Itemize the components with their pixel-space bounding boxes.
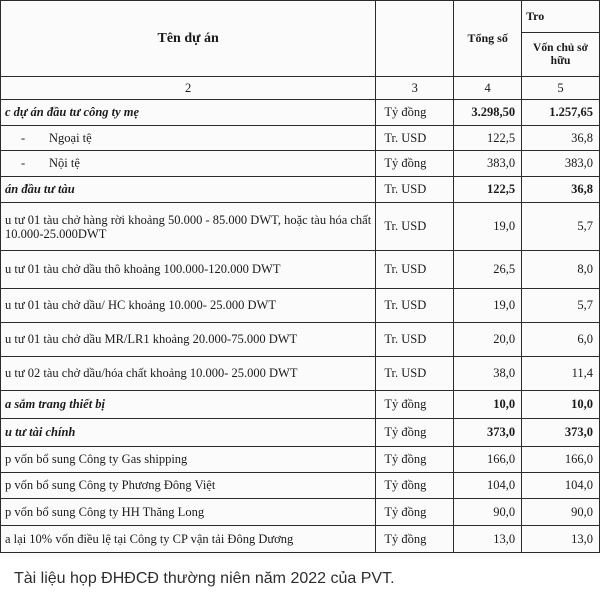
unit-cell: Tỷ đồng	[376, 151, 454, 177]
project-name-cell: u tư tài chính	[1, 419, 376, 447]
total-cell: 20,0	[454, 323, 522, 357]
table-row	[1, 473, 600, 499]
index-row	[1, 77, 600, 100]
total-cell: 19,0	[454, 203, 522, 251]
total-cell: 26,5	[454, 251, 522, 289]
project-name-text: Nội tệ	[49, 156, 80, 170]
project-name-cell: p vốn bổ sung Công ty Gas shipping	[1, 447, 376, 473]
table-row	[1, 391, 600, 419]
equity-cell: 8,0	[522, 251, 600, 289]
equity-cell: 36,8	[522, 177, 600, 203]
project-name-cell: án đầu tư tàu	[1, 177, 376, 203]
table-row	[1, 323, 600, 357]
image-caption: Tài liệu họp ĐHĐCĐ thường niên năm 2022 của PVT.	[0, 558, 600, 600]
unit-cell: Tỷ đồng	[376, 473, 454, 499]
project-name-cell: a sắm trang thiết bị	[1, 391, 376, 419]
unit-cell: Tr. USD	[376, 357, 454, 391]
total-cell: 19,0	[454, 289, 522, 323]
equity-cell: 6,0	[522, 323, 600, 357]
table-row	[1, 203, 600, 251]
table-row	[1, 419, 600, 447]
project-name-cell: u tư 01 tàu chở dầu thô khoảng 100.000-120.000 DWT	[1, 251, 376, 289]
header-total: Tổng số	[454, 1, 522, 77]
header-equity: Vốn chủ sở hữu	[522, 33, 600, 77]
equity-cell: 383,0	[522, 151, 600, 177]
equity-cell: 90,0	[522, 499, 600, 526]
table-row	[1, 177, 600, 203]
total-cell: 38,0	[454, 357, 522, 391]
unit-cell: Tỷ đồng	[376, 419, 454, 447]
project-name-cell: p vốn bổ sung Công ty Phương Đông Việt	[1, 473, 376, 499]
table-row	[1, 526, 600, 553]
equity-cell: 36,8	[522, 126, 600, 151]
project-name-cell: a lại 10% vốn điều lệ tại Công ty CP vận tải Đông Dương	[1, 526, 376, 553]
equity-cell: 166,0	[522, 447, 600, 473]
unit-cell: Tr. USD	[376, 126, 454, 151]
unit-cell: Tỷ đồng	[376, 526, 454, 553]
header-unit	[376, 1, 454, 77]
project-name-cell	[1, 126, 376, 151]
total-cell: 166,0	[454, 447, 522, 473]
total-cell: 373,0	[454, 419, 522, 447]
table-row	[1, 447, 600, 473]
equity-cell: 104,0	[522, 473, 600, 499]
equity-cell: 13,0	[522, 526, 600, 553]
total-cell: 13,0	[454, 526, 522, 553]
total-cell: 90,0	[454, 499, 522, 526]
equity-cell: 11,4	[522, 357, 600, 391]
total-cell: 104,0	[454, 473, 522, 499]
project-name-cell: u tư 01 tàu chở dầu/ HC khoảng 10.000- 25.000 DWT	[1, 289, 376, 323]
table-row	[1, 151, 600, 177]
table-row	[1, 357, 600, 391]
unit-cell: Tr. USD	[376, 289, 454, 323]
equity-cell: 373,0	[522, 419, 600, 447]
unit-cell: Tr. USD	[376, 203, 454, 251]
project-name-cell: u tư 01 tàu chở hàng rời khoảng 50.000 - 85.000 DWT, hoặc tàu hóa chất 10.000-25.000DWT	[1, 203, 376, 251]
equity-cell: 10,0	[522, 391, 600, 419]
header-row-top	[1, 1, 600, 33]
unit-cell: Tỷ đồng	[376, 100, 454, 126]
equity-cell: 1.257,65	[522, 100, 600, 126]
index-cell: 3	[376, 77, 454, 100]
unit-cell: Tr. USD	[376, 323, 454, 357]
index-cell: 2	[1, 77, 376, 100]
unit-cell: Tr. USD	[376, 251, 454, 289]
total-cell: 3.298,50	[454, 100, 522, 126]
table-row	[1, 251, 600, 289]
header-project-name: Tên dự án	[1, 1, 376, 77]
project-name-text: Ngoại tệ	[49, 130, 92, 145]
project-name-cell: c dự án đầu tư công ty mẹ	[1, 100, 376, 126]
project-name-cell	[1, 151, 376, 177]
total-cell: 122,5	[454, 177, 522, 203]
table-row	[1, 100, 600, 126]
unit-cell: Tỷ đồng	[376, 499, 454, 526]
total-cell: 383,0	[454, 151, 522, 177]
total-cell: 122,5	[454, 126, 522, 151]
dash-marker: -	[21, 130, 26, 145]
table-row	[1, 499, 600, 526]
unit-cell: Tỷ đồng	[376, 447, 454, 473]
unit-cell: Tỷ đồng	[376, 391, 454, 419]
index-cell: 4	[454, 77, 522, 100]
project-name-cell: p vốn bổ sung Công ty HH Thăng Long	[1, 499, 376, 526]
total-cell: 10,0	[454, 391, 522, 419]
project-name-cell: u tư 02 tàu chở dầu/hóa chất khoảng 10.000- 25.000 DWT	[1, 357, 376, 391]
unit-cell: Tr. USD	[376, 177, 454, 203]
equity-cell: 5,7	[522, 289, 600, 323]
header-group: Tro	[522, 1, 600, 33]
table-row	[1, 126, 600, 151]
table-row	[1, 289, 600, 323]
dash-marker: -	[21, 156, 26, 170]
project-name-cell: u tư 01 tàu chở dầu MR/LR1 khoảng 20.000-75.000 DWT	[1, 323, 376, 357]
index-cell: 5	[522, 77, 600, 100]
equity-cell: 5,7	[522, 203, 600, 251]
